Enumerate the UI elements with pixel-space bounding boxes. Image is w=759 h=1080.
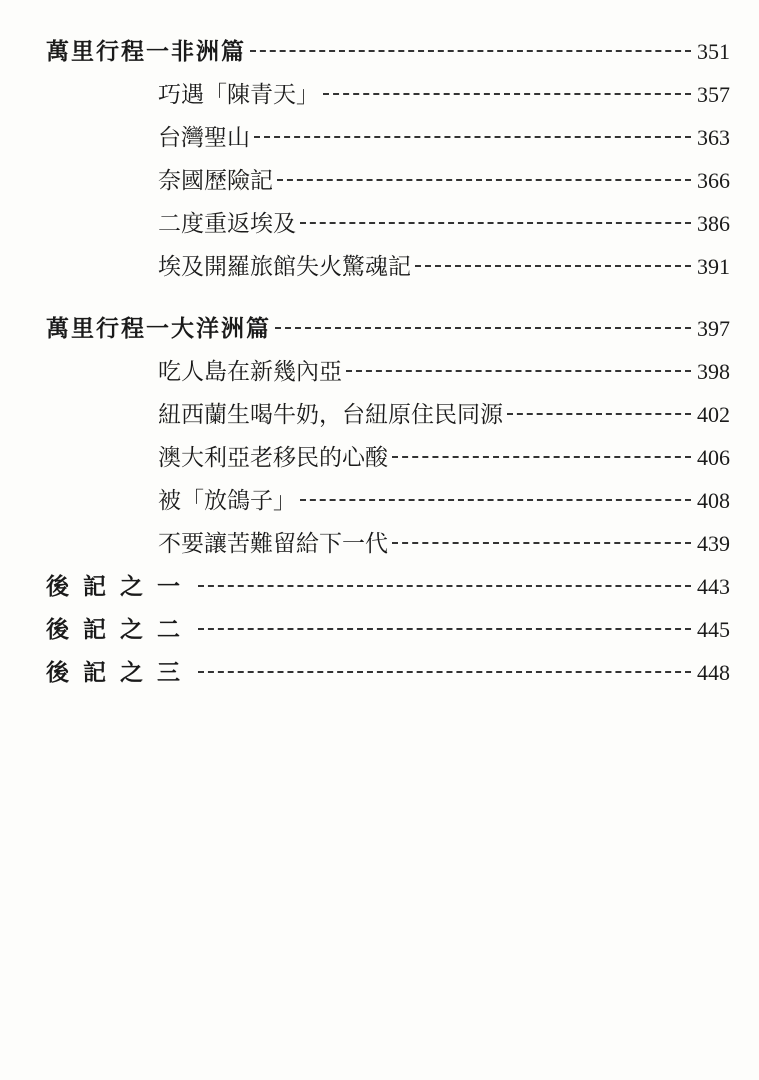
page-number: 397 [697, 316, 730, 341]
dotted-leader [346, 370, 691, 372]
dotted-leader [277, 179, 691, 181]
page-number: 408 [697, 488, 730, 513]
toc-afterword-2[interactable] [46, 608, 730, 651]
page-number: 351 [697, 39, 730, 64]
toc-afterword-1[interactable] [46, 565, 730, 608]
entry-title: 二度重返埃及 [158, 211, 296, 237]
section-title: 萬里行程一大洋洲篇 [46, 315, 271, 342]
dotted-leader [198, 585, 691, 587]
dotted-leader [300, 222, 691, 224]
toc-entry[interactable] [46, 350, 730, 393]
dotted-leader [254, 136, 691, 138]
entry-title: 吃人島在新幾內亞 [158, 359, 342, 385]
page-number: 439 [697, 531, 730, 556]
entry-title: 埃及開羅旅館失火驚魂記 [158, 254, 411, 280]
toc-entry[interactable] [46, 522, 730, 565]
page-number: 366 [697, 168, 730, 193]
dotted-leader [323, 93, 691, 95]
toc-entry[interactable] [46, 202, 730, 245]
section-title: 萬里行程一非洲篇 [46, 38, 246, 65]
entry-title: 不要讓苦難留給下一代 [158, 531, 388, 557]
page-number: 406 [697, 445, 730, 470]
toc-afterword-3[interactable] [46, 651, 730, 694]
afterword-title: 後記之一 [46, 573, 194, 600]
page-number: 398 [697, 359, 730, 384]
afterword-title: 後記之二 [46, 616, 194, 643]
entry-title: 巧遇「陳青天」 [158, 82, 319, 108]
page-number: 445 [697, 617, 730, 642]
dotted-leader [198, 628, 691, 630]
toc-entry[interactable] [46, 159, 730, 202]
entry-title: 被「放鴿子」 [158, 488, 296, 514]
page-number: 448 [697, 660, 730, 685]
toc-entry[interactable] [46, 73, 730, 116]
toc-section-africa[interactable] [46, 30, 730, 73]
toc-entry[interactable] [46, 436, 730, 479]
dotted-leader [198, 671, 691, 673]
page-number: 363 [697, 125, 730, 150]
entry-title: 澳大利亞老移民的心酸 [158, 445, 388, 471]
entry-title: 紐西蘭生喝牛奶，台紐原住民同源 [158, 402, 503, 428]
dotted-leader [275, 327, 691, 329]
page-number: 386 [697, 211, 730, 236]
page-number: 391 [697, 254, 730, 279]
dotted-leader [392, 542, 691, 544]
entry-title: 奈國歷險記 [158, 168, 273, 194]
dotted-leader [250, 50, 691, 52]
toc-entry[interactable] [46, 245, 730, 288]
page-number: 402 [697, 402, 730, 427]
dotted-leader [415, 265, 691, 267]
dotted-leader [392, 456, 691, 458]
dotted-leader [507, 413, 691, 415]
toc-entry[interactable] [46, 479, 730, 522]
toc-entry[interactable] [46, 393, 730, 436]
entry-title: 台灣聖山 [158, 125, 250, 151]
table-of-contents [46, 30, 730, 694]
toc-section-oceania[interactable] [46, 307, 730, 350]
afterword-title: 後記之三 [46, 659, 194, 686]
dotted-leader [300, 499, 691, 501]
page-number: 443 [697, 574, 730, 599]
toc-entry[interactable] [46, 116, 730, 159]
page-number: 357 [697, 82, 730, 107]
